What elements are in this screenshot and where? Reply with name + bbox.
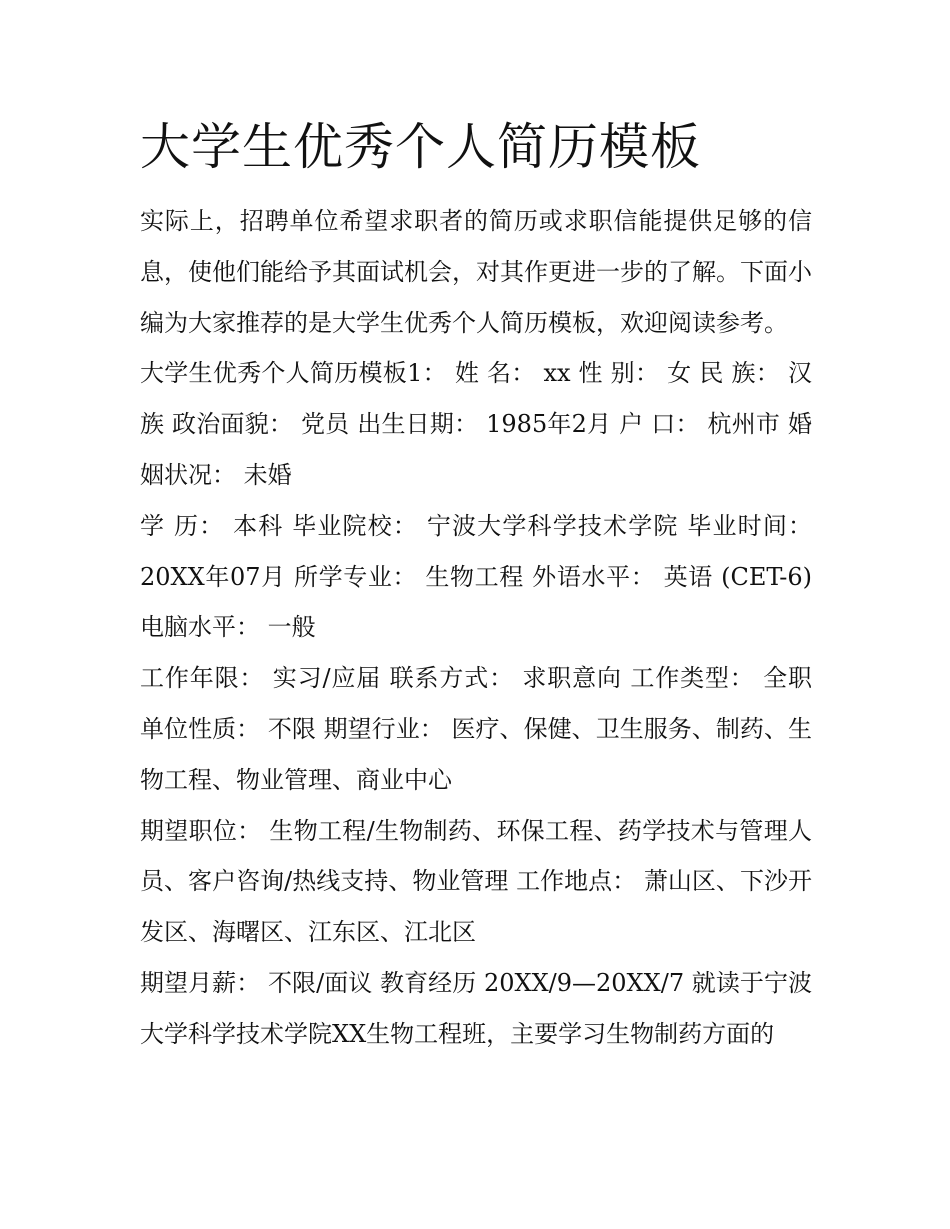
expected-salary-paragraph: 期望月薪： 不限/面议 教育经历 20XX/9—20XX/7 就读于宁波大学科学技术学院XX生物工程班，主要学习生物制药方面的: [140, 968, 812, 1048]
personal-info-paragraph: 大学生优秀个人简历模板1： 姓 名： xx 性 别： 女 民 族： 汉族 政治面貌： 党员 出生日期： 1985年2月 户 口： 杭州市 婚姻状况： 未婚: [140, 359, 812, 489]
document-title: 大学生优秀个人简历模板: [140, 118, 701, 176]
education-info-paragraph: 学 历： 本科 毕业院校： 宁波大学科学技术学院 毕业时间： 20XX年07月 所学专业： 生物工程 外语水平： 英语 (CET-6) 电脑水平： 一般: [140, 511, 812, 642]
expected-position-paragraph: 期望职位： 生物工程/生物制药、环保工程、药学技术与管理人员、客户咨询/热线支持、物业管理 工作地点： 萧山区、下沙开发区、海曙区、江东区、江北区: [140, 816, 812, 947]
document-page: [140, 112, 812, 1060]
intro-paragraph: 实际上，招聘单位希望求职者的简历或求职信能提供足够的信息，使他们能给予其面试机会，对其作更进一步的了解。下面小编为大家推荐的是大学生优秀个人简历模板，欢迎阅读参考。: [140, 207, 812, 337]
work-intent-paragraph: 工作年限： 实习/应届 联系方式： 求职意向 工作类型： 全职 单位性质： 不限 期望行业： 医疗、保健、卫生服务、制药、生物工程、物业管理、商业中心: [140, 664, 812, 794]
